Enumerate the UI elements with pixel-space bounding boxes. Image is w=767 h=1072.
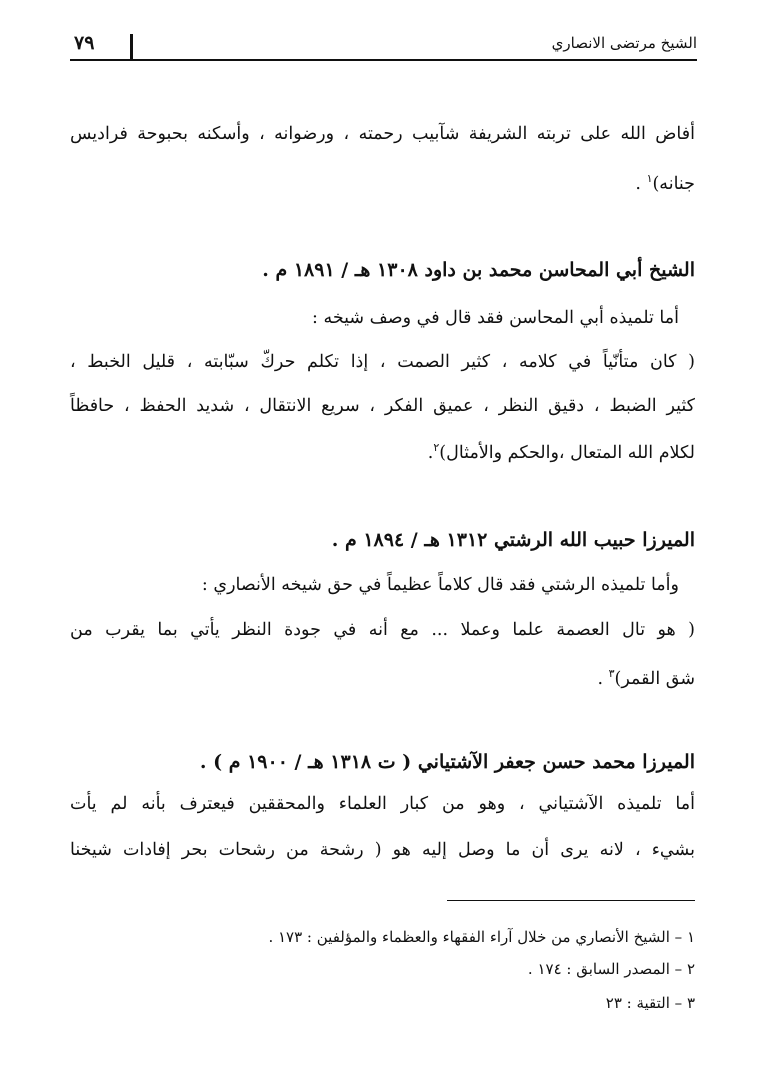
- paragraph-line: أفاض الله على تربته الشريفة شآبيب رحمته ، ورضوانه ، وأسكنه بحبوحة فراديس: [70, 124, 695, 144]
- paragraph-line: شق القمر)$^٣$ .: [597, 667, 695, 689]
- paragraph-line: أما تلميذه الآشتياني ، وهو من كبار العلماء والمحققين فيعترف بأنه لم يأت: [70, 794, 695, 814]
- page-number: ٧٩: [74, 32, 95, 54]
- section-heading: الميرزا محمد حسن جعفر الآشتياني ( ت ١٣١٨ هـ / ١٩٠٠ م ) .: [199, 751, 695, 773]
- footnote: ٣ – التقية : ٢٣: [605, 994, 695, 1012]
- paragraph-line: وأما تلميذه الرشتي فقد قال كلاماً عظيماً في حق شيخه الأنصاري :: [201, 575, 679, 595]
- footnote: ١ – الشيخ الأنصاري من خلال آراء الفقهاء والعظماء والمؤلفين : ١٧٣ .: [268, 928, 695, 946]
- page-body: [70, 0, 695, 1072]
- paragraph-line: ( هو تال العصمة علما وعملا ... مع أنه في جودة النظر يأتي بما يقرب من: [70, 620, 695, 640]
- running-title: الشيخ مرتضى الانصاري: [551, 34, 697, 52]
- footnote-ref: ٣: [608, 667, 615, 680]
- section-heading: الشيخ أبي المحاسن محمد بن داود ١٣٠٨ هـ / ١٨٩١ م .: [262, 259, 695, 281]
- footnote-rule: [447, 900, 695, 901]
- footnote-ref: ١: [646, 172, 653, 185]
- paragraph-line: جنانه)$^١$ .: [635, 172, 695, 194]
- footnote-ref: ٢: [433, 441, 440, 454]
- section-heading: الميرزا حبيب الله الرشتي ١٣١٢ هـ / ١٨٩٤ م .: [331, 529, 695, 551]
- paragraph-line: كثير الضبط ، دقيق النظر ، عميق الفكر ، سريع الانتقال ، شديد الحفظ ، حافظاً: [70, 396, 695, 416]
- paragraph-line: ( كان متأنّياً في كلامه ، كثير الصمت ، إذا تكلم حركّ سبّابته ، قليل الخبط ،: [70, 352, 695, 372]
- footnote: ٢ – المصدر السابق : ١٧٤ .: [527, 960, 695, 978]
- paragraph-line: لكلام الله المتعال ،والحكم والأمثال)$^٢$.: [427, 441, 695, 463]
- paragraph-line: أما تلميذه أبي المحاسن فقد قال في وصف شيخه :: [311, 308, 679, 328]
- paragraph-line: بشيء ، لانه يرى أن ما وصل إليه هو ( رشحة من رشحات بحر إفادات شيخنا: [70, 840, 695, 860]
